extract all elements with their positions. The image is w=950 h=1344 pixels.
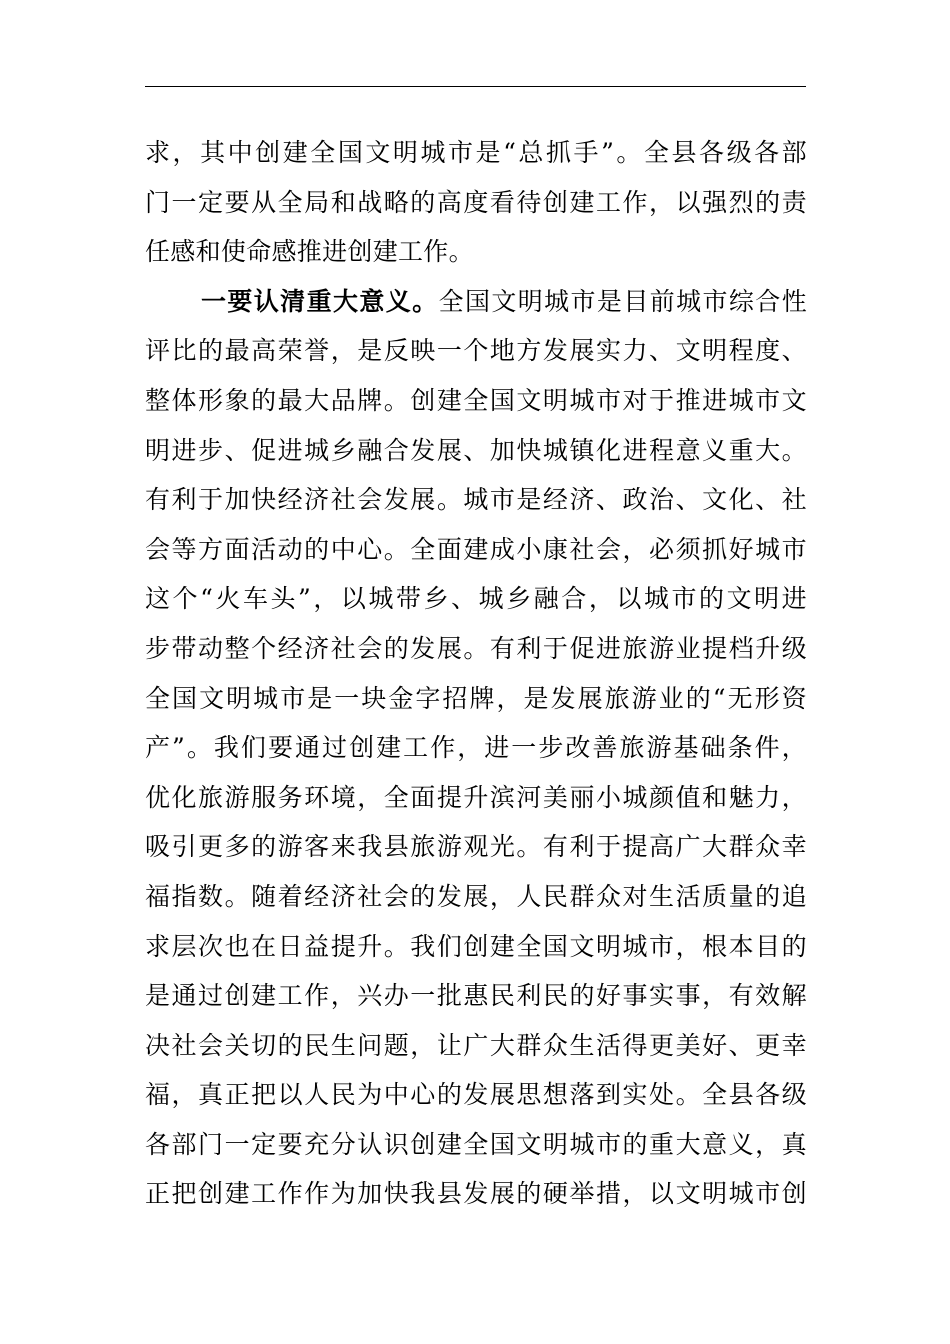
text-line: 福指数。随着经济社会的发展，人民群众对生活质量的追: [145, 881, 807, 911]
text-line: 求层次也在日益提升。我们创建全国文明城市，根本目的: [145, 931, 807, 961]
document-body: [145, 128, 807, 1219]
text-line: 福，真正把以人民为中心的发展思想落到实处。全县各级: [145, 1080, 807, 1110]
text-line: 求，其中创建全国文明城市是“总抓手”。全县各级各部: [145, 138, 807, 167]
text-line: 决社会关切的民生问题，让广大群众生活得更美好、更幸: [145, 1030, 807, 1060]
text-line: 明进步、促进城乡融合发展、加快城镇化进程意义重大。: [145, 435, 807, 465]
text-line: 全国文明城市是一块金字招牌，是发展旅游业的“无形资: [145, 683, 807, 713]
text-line: 整体形象的最大品牌。创建全国文明城市对于推进城市文: [145, 385, 807, 415]
header-rule: [145, 86, 806, 87]
text-line: 任感和使命感推进创建工作。: [145, 237, 474, 267]
heading-continuation: 全国文明城市是目前城市综合性: [438, 286, 808, 316]
section-heading-line: [145, 277, 807, 327]
text-line: 步带动整个经济社会的发展。有利于促进旅游业提档升级: [145, 633, 807, 663]
text-line: 各部门一定要充分认识创建全国文明城市的重大意义，真: [145, 1129, 807, 1159]
text-line: 优化旅游服务环境，全面提升滨河美丽小城颜值和魅力，: [145, 782, 807, 812]
text-line: 吸引更多的游客来我县旅游观光。有利于提高广大群众幸: [145, 832, 807, 862]
section-heading: 一要认清重大意义。: [201, 286, 439, 316]
text-line: 会等方面活动的中心。全面建成小康社会，必须抓好城市: [145, 534, 807, 564]
text-line: 这个“火车头”，以城带乡、城乡融合，以城市的文明进: [145, 584, 807, 614]
text-line: 门一定要从全局和战略的高度看待创建工作，以强烈的责: [145, 187, 807, 217]
text-line: 是通过创建工作，兴办一批惠民利民的好事实事，有效解: [145, 981, 807, 1011]
text-line: 有利于加快经济社会发展。城市是经济、政治、文化、社: [145, 485, 807, 515]
text-line: 正把创建工作作为加快我县发展的硬举措，以文明城市创: [145, 1179, 807, 1209]
text-line: 评比的最高荣誉，是反映一个地方发展实力、文明程度、: [145, 336, 807, 366]
text-line: 产”。我们要通过创建工作，进一步改善旅游基础条件，: [145, 733, 807, 763]
